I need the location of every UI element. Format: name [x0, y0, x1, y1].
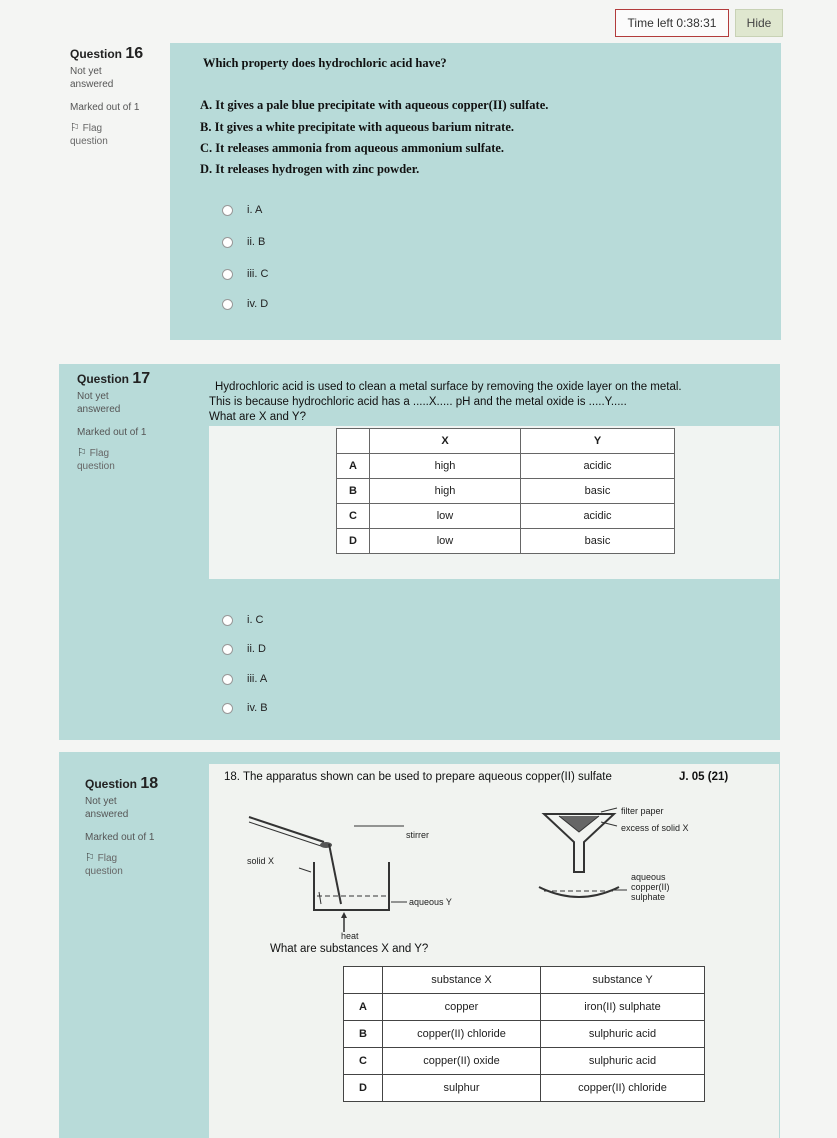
q16-option-3-label: iii. C: [247, 268, 269, 280]
radio-button[interactable]: [222, 674, 233, 685]
q17-cell: basic: [521, 479, 675, 504]
q17-title: Question 17: [77, 370, 151, 387]
q18-flag-question[interactable]: [85, 852, 158, 878]
q18-mark: Marked out of 1: [85, 832, 155, 843]
q17-cell: C: [337, 504, 370, 529]
q18-cell: sulphur: [383, 1075, 541, 1102]
q17-flag-question[interactable]: [77, 447, 150, 473]
q16-title: Question 16: [70, 45, 144, 62]
q17-prompt-2: This is because hydrochloric acid has a .....X..... pH and the metal oxide is .....Y.....: [209, 396, 627, 408]
q17-status-line1: Not yet: [77, 391, 109, 402]
q18-cell: copper(II) oxide: [383, 1048, 541, 1075]
hide-timer-button[interactable]: Hide: [735, 9, 783, 37]
table-row: [344, 1021, 705, 1048]
q17-option-3[interactable]: [222, 673, 267, 685]
q18-flag-label2: question: [85, 866, 123, 877]
q16-option-4-label: iv. D: [247, 298, 269, 310]
q17-th-blank: [337, 429, 370, 454]
q16-statement-b: B. It gives a white precipitate with aqueous barium nitrate.: [200, 120, 514, 134]
q16-flag-question[interactable]: [70, 122, 143, 148]
q16-option-1[interactable]: [222, 204, 262, 216]
time-left: Time left 0:38:31: [615, 9, 729, 37]
table-row: [337, 479, 675, 504]
flag-icon: ⚐: [77, 447, 87, 459]
q17-cell: low: [370, 504, 521, 529]
q17-cell: A: [337, 454, 370, 479]
q18-cell: C: [344, 1048, 383, 1075]
top-bar: [0, 0, 837, 44]
label-aqueous: aqueous: [631, 872, 666, 882]
q17-cell: basic: [521, 529, 675, 554]
q17-option-2[interactable]: [222, 643, 266, 655]
q16-option-3[interactable]: [222, 268, 268, 280]
radio-button[interactable]: [222, 644, 233, 655]
label-aqueous-y: aqueous Y: [409, 897, 452, 907]
q16-status-line2: answered: [70, 79, 114, 90]
label-heat: heat: [341, 931, 359, 941]
q18-prompt: 18. The apparatus shown can be used to prepare aqueous copper(II) sulfate: [224, 771, 612, 783]
radio-button[interactable]: [222, 269, 233, 280]
q17-table: [336, 428, 675, 554]
q17-option-4[interactable]: [222, 702, 268, 714]
q17-prompt-3: What are X and Y?: [209, 411, 306, 423]
radio-button[interactable]: [222, 205, 233, 216]
q17-cell: D: [337, 529, 370, 554]
q18-cell: iron(II) sulphate: [541, 994, 705, 1021]
label-excess-solid-x: excess of solid X: [621, 823, 689, 833]
q17-flag-label1: Flag: [89, 448, 110, 459]
table-row: [344, 1048, 705, 1075]
q16-flag-label1: Flag: [82, 123, 103, 134]
q18-flag-label1: Flag: [97, 853, 118, 864]
q17-option-2-label: ii. D: [247, 643, 266, 655]
q16-statement-a: A. It gives a pale blue precipitate with aqueous copper(II) sulfate.: [200, 98, 549, 112]
q18-apparatus-diagram: [229, 792, 779, 952]
radio-button[interactable]: [222, 237, 233, 248]
q18-cell: D: [344, 1075, 383, 1102]
label-sulphate: sulphate: [631, 892, 666, 902]
q18-content: [59, 752, 780, 1138]
q18-cell: sulphuric acid: [541, 1048, 705, 1075]
label-filter-paper: filter paper: [621, 806, 664, 816]
q16-content: [170, 43, 781, 340]
q18-status-line1: Not yet: [85, 796, 117, 807]
q18-title: Question 18: [85, 775, 159, 792]
q16-flag-label2: question: [70, 136, 108, 147]
radio-button[interactable]: [222, 615, 233, 626]
q18-th-y: substance Y: [541, 967, 705, 994]
radio-button[interactable]: [222, 299, 233, 310]
q17-mark: Marked out of 1: [77, 427, 147, 438]
q17-option-1[interactable]: [222, 614, 264, 626]
q17-info: [77, 372, 150, 473]
flag-icon: ⚐: [85, 852, 95, 864]
q18-th-x: substance X: [383, 967, 541, 994]
q18-table: [343, 966, 705, 1102]
q16-option-2[interactable]: [222, 236, 265, 248]
q16-info: [70, 47, 143, 148]
q16-mark: Marked out of 1: [70, 102, 140, 113]
q17-th-x: X: [370, 429, 521, 454]
q17-cell: acidic: [521, 504, 675, 529]
q18-cell: B: [344, 1021, 383, 1048]
q18-cell: A: [344, 994, 383, 1021]
q16-prompt: Which property does hydrochloric acid have?: [203, 56, 447, 70]
label-copper: copper(II): [631, 882, 670, 892]
q17-cell: low: [370, 529, 521, 554]
flag-icon: ⚐: [70, 122, 80, 134]
q17-status-line2: answered: [77, 404, 121, 415]
q17-flag-label2: question: [77, 461, 115, 472]
q16-statement-c: C. It releases ammonia from aqueous ammonium sulfate.: [200, 141, 505, 155]
q18-ref: J. 05 (21): [679, 771, 729, 783]
radio-button[interactable]: [222, 703, 233, 714]
q16-option-4[interactable]: [222, 298, 268, 310]
q18-th-blank: [344, 967, 383, 994]
q16-status-line1: Not yet: [70, 66, 102, 77]
q17-th-y: Y: [521, 429, 675, 454]
q17-cell: B: [337, 479, 370, 504]
q18-info: [85, 777, 158, 878]
q18-prompt-2: What are substances X and Y?: [270, 943, 429, 955]
q16-statement-d: D. It releases hydrogen with zinc powder.: [200, 162, 420, 176]
table-row: [337, 454, 675, 479]
q17-option-4-label: iv. B: [247, 702, 268, 714]
q16-option-2-label: ii. B: [247, 236, 266, 248]
q18-cell: copper(II) chloride: [541, 1075, 705, 1102]
q17-option-1-label: i. C: [247, 614, 264, 626]
q17-content: [59, 364, 780, 740]
table-row: [344, 1075, 705, 1102]
q18-cell: copper(II) chloride: [383, 1021, 541, 1048]
table-row: [337, 529, 675, 554]
table-row: [337, 504, 675, 529]
q18-cell: copper: [383, 994, 541, 1021]
label-solid-x: solid X: [247, 856, 275, 866]
label-stirrer: stirrer: [406, 830, 429, 840]
q17-prompt-1: Hydrochloric acid is used to clean a metal surface by removing the oxide layer on the metal.: [215, 381, 682, 393]
q17-cell: acidic: [521, 454, 675, 479]
q17-cell: high: [370, 454, 521, 479]
q16-option-1-label: i. A: [247, 204, 263, 216]
q17-option-3-label: iii. A: [247, 673, 268, 685]
q18-status-line2: answered: [85, 809, 129, 820]
table-row: [344, 994, 705, 1021]
q18-cell: sulphuric acid: [541, 1021, 705, 1048]
q17-cell: high: [370, 479, 521, 504]
